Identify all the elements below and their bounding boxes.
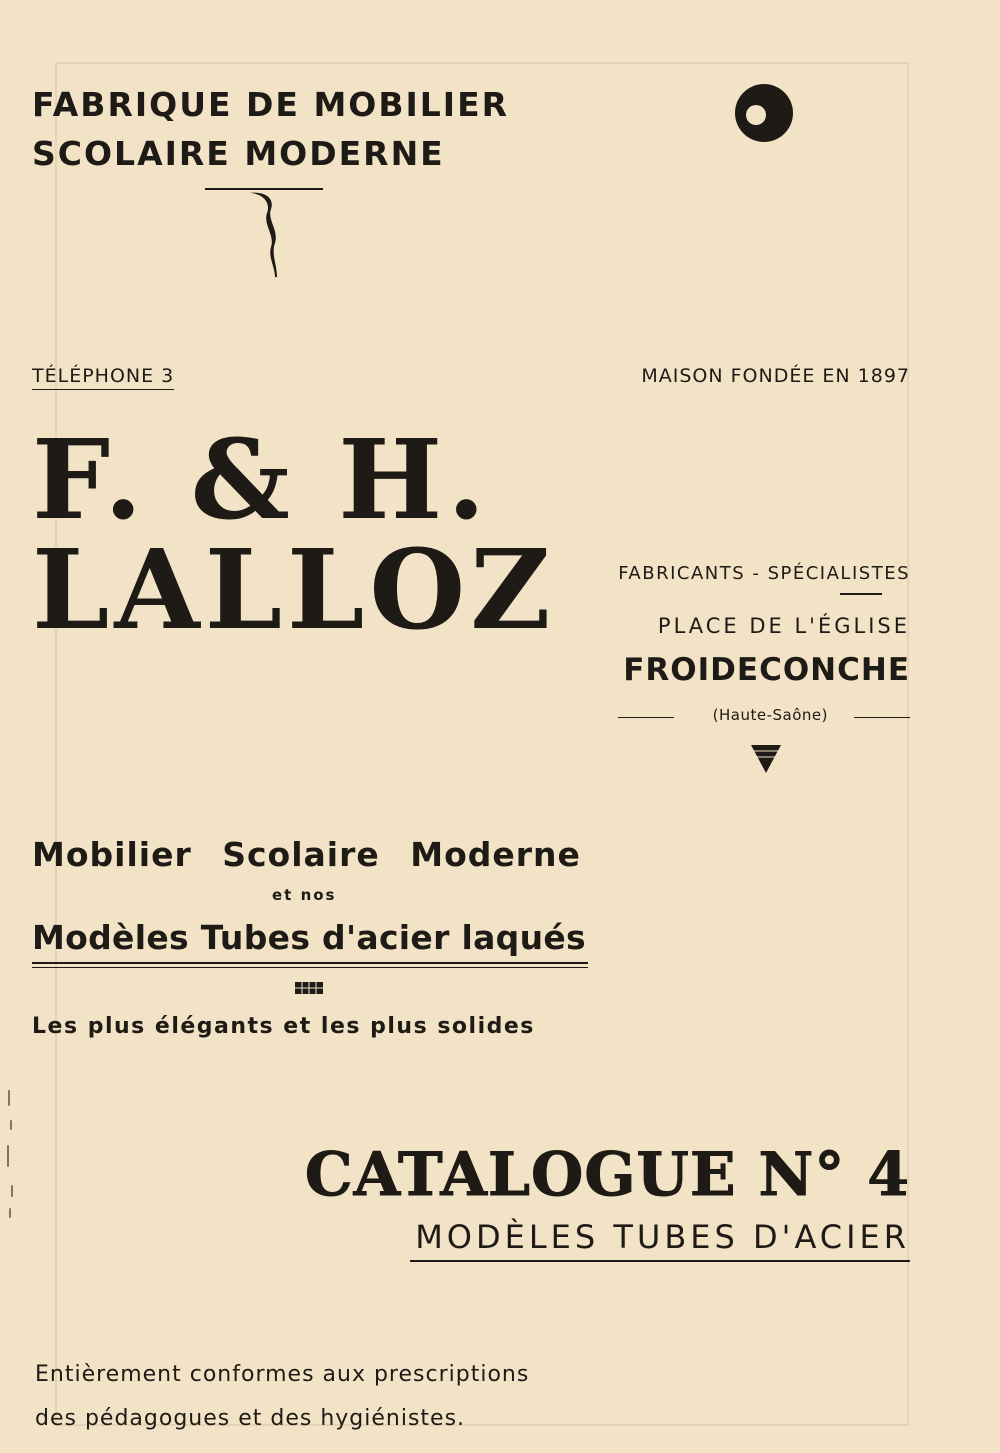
slogan-rule xyxy=(32,962,588,964)
footer-text xyxy=(35,1353,575,1441)
company-name: F. & H. LALLOZ xyxy=(32,415,556,654)
ornament-icon xyxy=(205,185,323,280)
catalogue-rule xyxy=(410,1260,910,1262)
catalogue-subtitle: MODÈLES TUBES D'ACIER xyxy=(415,1218,910,1256)
margin-marks xyxy=(6,1090,16,1220)
slogan-connector: et nos xyxy=(272,886,337,904)
company-town: FROIDECONCHE xyxy=(623,652,910,688)
founded-label: MAISON FONDÉE EN 1897 xyxy=(641,365,910,387)
telephone-label: TÉLÉPHONE 3 xyxy=(32,365,174,390)
company-street: PLACE DE L'ÉGLISE xyxy=(657,614,910,638)
slogan-line-2: Modèles Tubes d'acier laqués xyxy=(32,918,586,957)
footer-line-1: Entièrement conformes aux prescriptions xyxy=(35,1362,530,1387)
slogan-line-1: Mobilier Scolaire Moderne xyxy=(32,835,581,874)
slogan-line-3: Les plus élégants et les plus solides xyxy=(32,1014,535,1039)
slogan-rule-thin xyxy=(32,967,588,968)
header-title xyxy=(32,80,509,178)
triangle-ornament-icon xyxy=(751,743,781,773)
catalogue-title: CATALOGUE N° 4 xyxy=(304,1140,910,1210)
divider xyxy=(840,593,882,595)
grid-ornament-icon xyxy=(295,982,323,994)
company-role: FABRICANTS - SPÉCIALISTES xyxy=(618,563,910,584)
company-region: (Haute-Saône) xyxy=(712,706,828,724)
header-line-2: SCOLAIRE MODERNE xyxy=(32,134,445,173)
header-line-1: FABRIQUE DE MOBILIER xyxy=(32,85,510,124)
footer-line-2: des pédagogues et des hygiénistes. xyxy=(35,1406,466,1431)
circle-logo-icon xyxy=(735,84,793,142)
